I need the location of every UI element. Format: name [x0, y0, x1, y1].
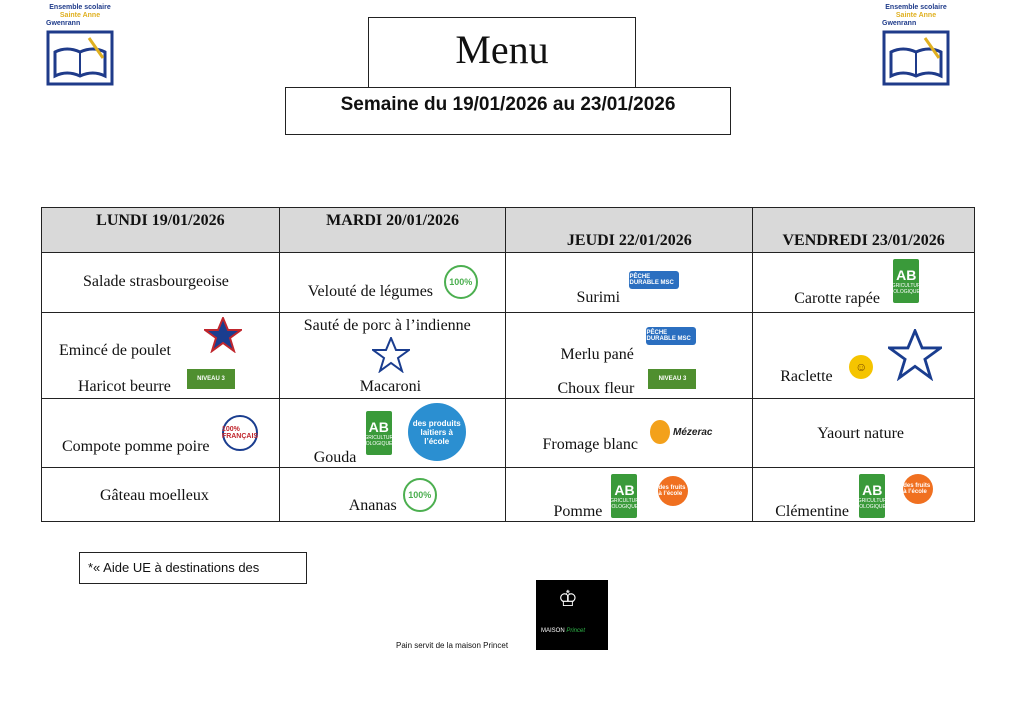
volaille-francaise-icon	[204, 317, 242, 353]
day-label: JEUDI 22/01/2026	[566, 232, 692, 249]
organic-ab-icon	[606, 474, 643, 518]
logo-line1: Ensemble scolaire	[885, 4, 947, 11]
badge-text: AB	[368, 419, 389, 435]
100-percent-vegetables-icon	[403, 478, 437, 512]
dish-name: Gâteau moelleux	[100, 487, 209, 504]
table-row	[42, 313, 975, 399]
menu-cell	[753, 253, 975, 313]
menu-cell	[279, 399, 506, 468]
dish-name: Raclette	[780, 368, 833, 385]
menu-cell	[42, 253, 280, 313]
dish-name: Macaroni	[359, 378, 422, 395]
badge-subtext: AGRICULTURE BIOLOGIQUE	[606, 498, 643, 510]
dish-name: Carotte rapée	[794, 290, 880, 307]
school-logo-right	[878, 4, 954, 90]
badge-text: AB	[896, 267, 917, 283]
hve-level3-icon	[187, 369, 235, 389]
day-label: LUNDI 19/01/2026	[96, 212, 225, 229]
badge-text: NIVEAU 3	[658, 376, 687, 382]
badge-text: des produits laitiers à l’école	[412, 418, 461, 446]
dish-name: Gouda	[313, 449, 357, 466]
menu-cell	[279, 313, 506, 399]
logo-line1: Ensemble scolaire	[49, 4, 111, 11]
badge-text: PÊCHE DURABLE MSC	[646, 330, 691, 342]
badge-text: AB	[862, 482, 883, 498]
princet-logo	[536, 580, 608, 650]
dish-name: Surimi	[576, 289, 621, 306]
menu-cell	[42, 399, 280, 468]
menu-table	[41, 207, 975, 522]
logo-line3: Gwenrann	[46, 20, 81, 27]
bread-note: Pain servit de la maison Princet	[396, 641, 509, 650]
mezerac-logo-icon	[650, 417, 712, 447]
star-shape	[888, 329, 942, 381]
menu-cell	[753, 468, 975, 522]
menu-cell	[506, 468, 753, 522]
table-row	[42, 468, 975, 522]
menu-cell	[753, 313, 975, 399]
menu-cell	[279, 253, 506, 313]
table-header-row	[42, 208, 975, 253]
star-shape	[204, 317, 242, 353]
dish-name: Fromage blanc	[542, 436, 639, 453]
badge-subtext: AGRICULTURE BIOLOGIQUE	[888, 283, 924, 295]
dish-name: Compote pomme poire	[62, 438, 210, 455]
msc-fish-icon	[646, 327, 696, 345]
day-header-jeudi	[506, 208, 753, 253]
princet-mark-icon: ♔	[558, 586, 578, 611]
menu-cell	[42, 313, 280, 399]
logo-line2: Sainte Anne	[59, 12, 101, 19]
badge-text: AB	[614, 482, 635, 498]
dish-name: Sauté de porc à l’indienne	[303, 317, 471, 334]
badge-text: 100% FRANÇAIS	[221, 426, 259, 440]
school-logo-left	[42, 4, 118, 90]
100-francais-icon	[222, 415, 258, 451]
cow-icon	[650, 420, 670, 444]
menu-cell	[279, 468, 506, 522]
day-label: VENDREDI 23/01/2026	[782, 232, 945, 249]
day-header-vendredi	[753, 208, 975, 253]
badge-text: des fruits à l’école	[658, 485, 686, 497]
dish-name: Haricot beurre	[78, 378, 171, 395]
day-header-mardi	[279, 208, 506, 253]
badge-text: 100%	[449, 277, 473, 287]
organic-ab-icon	[854, 474, 890, 518]
badge-text: NIVEAU 3	[197, 376, 225, 382]
table-row	[42, 399, 975, 468]
dish-name: Yaourt nature	[817, 425, 905, 442]
dish-name: Salade strasbourgeoise	[83, 273, 229, 290]
fruits-ecole-icon	[903, 474, 933, 504]
book-logo-icon	[881, 30, 951, 88]
100-percent-vegetables-icon	[444, 265, 478, 299]
badge-text: PÊCHE DURABLE MSC	[629, 274, 674, 286]
dish-name: Velouté de légumes	[307, 283, 434, 300]
logo-line3: Gwenrann	[882, 20, 917, 27]
princet-name	[541, 628, 585, 634]
princet-script: Princet	[566, 628, 586, 634]
dish-name: Emincé de poulet	[59, 342, 171, 359]
menu-cell	[42, 468, 280, 522]
porc-francais-icon	[372, 337, 410, 373]
eu-aid-note: *« Aide UE à destinations des	[79, 552, 307, 584]
day-header-lundi	[42, 208, 280, 253]
dish-name: Ananas	[348, 497, 397, 514]
dish-name: Choux fleur	[557, 380, 635, 397]
badge-text: 100%	[408, 490, 432, 500]
fruits-ecole-icon	[658, 476, 688, 506]
menu-cell	[506, 253, 753, 313]
msc-fish-icon	[629, 271, 679, 289]
week-range: Semaine du 19/01/2026 au 23/01/2026	[285, 87, 731, 135]
star-shape	[372, 337, 410, 373]
menu-cell	[506, 313, 753, 399]
badge-text: des fruits à l’école	[903, 483, 931, 495]
organic-ab-icon	[361, 411, 397, 455]
porc-francais-icon	[888, 329, 942, 381]
menu-cell	[753, 399, 975, 468]
organic-ab-icon	[888, 259, 924, 303]
dish-name: Merlu pané	[560, 346, 634, 363]
miam-smiley-icon: ☺	[849, 355, 873, 379]
dish-name: Clémentine	[775, 503, 849, 520]
badge-text: Mézerac	[673, 426, 713, 438]
produits-laitiers-icon	[408, 403, 466, 461]
logo-line2: Sainte Anne	[895, 12, 937, 19]
page-title: Menu	[368, 17, 636, 88]
badge-subtext: AGRICULTURE BIOLOGIQUE	[854, 498, 890, 510]
book-logo-icon	[45, 30, 115, 88]
hve-level3-icon	[648, 369, 696, 389]
princet-brand: MAISON	[541, 628, 565, 634]
dish-name: Pomme	[553, 503, 603, 520]
table-row	[42, 253, 975, 313]
badge-subtext: AGRICULTURE BIOLOGIQUE	[361, 435, 397, 447]
menu-cell	[506, 399, 753, 468]
day-label: MARDI 20/01/2026	[326, 212, 460, 229]
